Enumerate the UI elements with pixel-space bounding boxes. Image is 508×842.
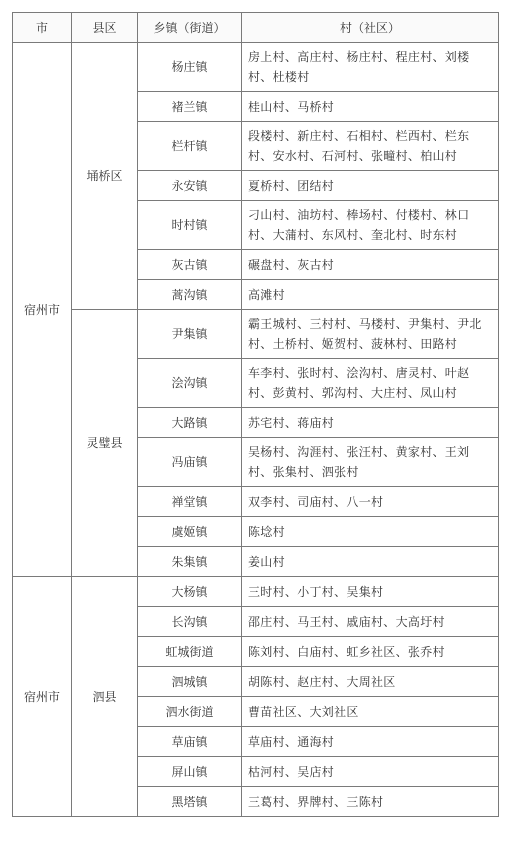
village-cell: 姜山村 — [242, 547, 499, 577]
town-cell: 时村镇 — [138, 201, 242, 250]
village-cell: 段楼村、新庄村、石相村、栏西村、栏东村、安水村、石河村、张疃村、柏山村 — [242, 122, 499, 171]
town-cell: 灰古镇 — [138, 250, 242, 280]
table-row — [13, 577, 499, 607]
village-cell: 陈埝村 — [242, 517, 499, 547]
town-cell: 大杨镇 — [138, 577, 242, 607]
village-cell: 桂山村、马桥村 — [242, 92, 499, 122]
town-cell: 杨庄镇 — [138, 43, 242, 92]
village-cell: 霸王城村、三村村、马楼村、尹集村、尹北村、土桥村、姬贺村、菠林村、田路村 — [242, 310, 499, 359]
village-cell: 陈刘村、白庙村、虹乡社区、张乔村 — [242, 637, 499, 667]
town-cell: 长沟镇 — [138, 607, 242, 637]
village-cell: 碾盘村、灰古村 — [242, 250, 499, 280]
header-village: 村（社区） — [242, 13, 499, 43]
town-cell: 虞姬镇 — [138, 517, 242, 547]
village-cell: 邵庄村、马王村、戚庙村、大高圩村 — [242, 607, 499, 637]
town-cell: 蒿沟镇 — [138, 280, 242, 310]
county-cell: 埇桥区 — [72, 43, 138, 310]
village-cell: 房上村、高庄村、杨庄村、程庄村、刘楼村、杜楼村 — [242, 43, 499, 92]
header-city: 市 — [13, 13, 72, 43]
village-cell: 车李村、张时村、浍沟村、唐灵村、叶赵村、彭黄村、郭沟村、大庄村、凤山村 — [242, 359, 499, 408]
town-cell: 虹城街道 — [138, 637, 242, 667]
county-cell: 泗县 — [72, 577, 138, 817]
town-cell: 冯庙镇 — [138, 438, 242, 487]
village-cell: 草庙村、通海村 — [242, 727, 499, 757]
village-cell: 三葛村、界牌村、三陈村 — [242, 787, 499, 817]
town-cell: 浍沟镇 — [138, 359, 242, 408]
table-row — [13, 43, 499, 92]
town-cell: 尹集镇 — [138, 310, 242, 359]
town-cell: 大路镇 — [138, 408, 242, 438]
village-cell: 曹苗社区、大刘社区 — [242, 697, 499, 727]
village-table — [12, 12, 499, 817]
town-cell: 泗水街道 — [138, 697, 242, 727]
town-cell: 褚兰镇 — [138, 92, 242, 122]
town-cell: 禅堂镇 — [138, 487, 242, 517]
town-cell: 草庙镇 — [138, 727, 242, 757]
header-row — [13, 13, 499, 43]
town-cell: 永安镇 — [138, 171, 242, 201]
village-cell: 苏宅村、蒋庙村 — [242, 408, 499, 438]
city-cell: 宿州市 — [13, 43, 72, 577]
town-cell: 栏杆镇 — [138, 122, 242, 171]
county-cell: 灵璧县 — [72, 310, 138, 577]
village-cell: 高滩村 — [242, 280, 499, 310]
table-row — [13, 310, 499, 359]
village-cell: 双李村、司庙村、八一村 — [242, 487, 499, 517]
header-town: 乡镇（街道） — [138, 13, 242, 43]
village-cell: 刁山村、油坊村、棒场村、付楼村、林口村、大蒲村、东风村、奎北村、时东村 — [242, 201, 499, 250]
town-cell: 黑塔镇 — [138, 787, 242, 817]
town-cell: 泗城镇 — [138, 667, 242, 697]
village-cell: 三时村、小丁村、吴集村 — [242, 577, 499, 607]
header-county: 县区 — [72, 13, 138, 43]
village-cell: 胡陈村、赵庄村、大周社区 — [242, 667, 499, 697]
village-cell: 枯河村、吴店村 — [242, 757, 499, 787]
town-cell: 屏山镇 — [138, 757, 242, 787]
city-cell: 宿州市 — [13, 577, 72, 817]
village-cell: 吴杨村、沟涯村、张汪村、黄家村、王刘村、张集村、泗张村 — [242, 438, 499, 487]
village-cell: 夏桥村、团结村 — [242, 171, 499, 201]
town-cell: 朱集镇 — [138, 547, 242, 577]
